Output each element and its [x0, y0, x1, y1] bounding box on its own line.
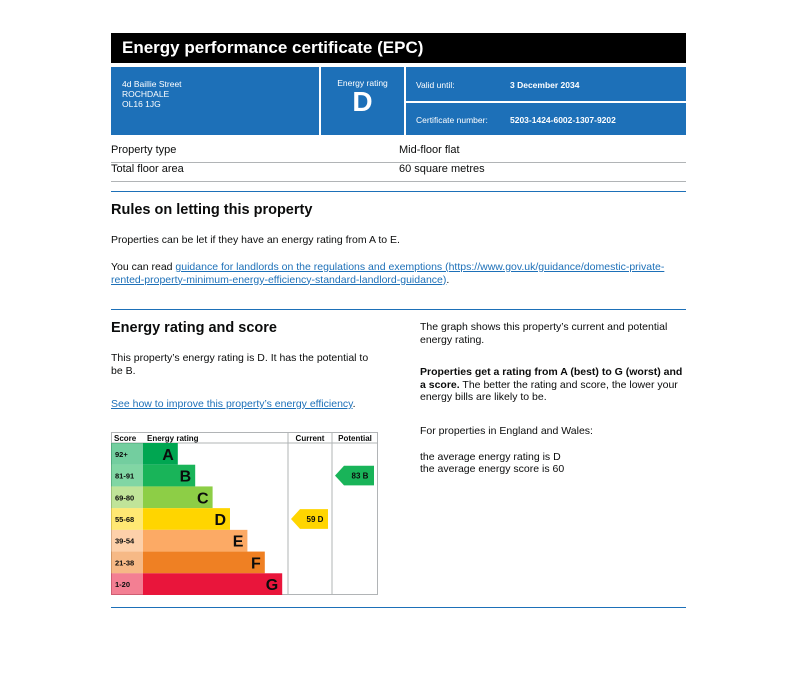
band-score-label: 39-54: [115, 536, 135, 546]
band-score-label: 81-91: [115, 471, 135, 481]
certificate-panel: [406, 103, 686, 135]
landlord-guidance-link[interactable]: guidance for landlords on the regulations and exemptions (https://www.gov.uk/guidance/domestic-private-rented-property-minimum-energy-efficiency-standard-landlord-guidance): [111, 261, 665, 286]
property-type-value: Mid-floor flat: [399, 144, 460, 156]
certificate-number-value: 5203-1424-6002-1307-9202: [510, 115, 616, 125]
band-score-label: 55-68: [115, 515, 135, 524]
valid-until-panel: [406, 67, 686, 101]
band-letter: D: [214, 512, 226, 529]
energy-rating-chart: [111, 432, 378, 595]
score-heading: Energy rating and score: [111, 320, 277, 336]
band-score-label: 69-80: [115, 493, 135, 503]
address-line-2: ROCHDALE: [122, 89, 170, 99]
band-score-label: 21-38: [115, 558, 135, 568]
letting-paragraph: Properties can be let if they have an energy rating from A to E.: [111, 234, 400, 246]
band-letter: F: [251, 555, 261, 573]
improve-efficiency-link[interactable]: See how to improve this property’s energy efficiency: [111, 398, 353, 410]
address-line-3: OL16 1JG: [122, 99, 161, 109]
energy-rating-panel: [321, 67, 404, 135]
rating-explanation: [420, 366, 686, 404]
band-bar-g: [143, 573, 282, 595]
guidance-prefix: You can read: [111, 261, 176, 273]
address-panel: [111, 67, 319, 135]
header-potential: Potential: [338, 434, 372, 443]
improve-paragraph: [111, 398, 401, 411]
letting-heading: Rules on letting this property: [111, 202, 313, 218]
letting-guidance-paragraph: [111, 261, 686, 286]
energy-rating-chart-svg: [111, 432, 378, 595]
floor-area-label: Total floor area: [111, 163, 184, 175]
header-energy-rating: Energy rating: [147, 434, 199, 443]
property-type-row: [111, 144, 686, 163]
energy-rating-label: Energy rating: [337, 78, 388, 88]
section-divider: [111, 607, 686, 608]
header-score: Score: [114, 434, 137, 443]
section-divider: [111, 309, 686, 310]
band-score-label: 1-20: [115, 580, 131, 590]
energy-rating-letter: D: [352, 86, 373, 117]
page-title: Energy performance certificate (EPC): [111, 33, 686, 63]
england-wales-note: For properties in England and Wales:: [420, 425, 593, 437]
rating-explanation-rest: The better the rating and score, the lower your energy bills are likely to be.: [420, 378, 678, 403]
floor-area-row: [111, 163, 686, 182]
current-rating-label: 59 D: [306, 515, 324, 524]
graph-explanation: The graph shows this property’s current and potential energy rating.: [420, 321, 668, 346]
potential-rating-label: 83 B: [351, 471, 369, 481]
header-current: Current: [295, 434, 325, 443]
floor-area-value: 60 square metres: [399, 163, 485, 175]
band-bar-f: [143, 552, 265, 574]
section-divider: [111, 191, 686, 192]
improve-suffix: .: [352, 398, 356, 410]
rating-explanation-bold: Properties get a rating from A (best) to G (worst) and a score.: [420, 366, 683, 391]
band-letter: B: [179, 468, 192, 486]
address-line-1: 4d Baillie Street: [122, 79, 182, 89]
band-letter: G: [265, 577, 279, 595]
valid-until-label: Valid until:: [416, 80, 455, 90]
band-letter: A: [162, 446, 174, 464]
guidance-suffix: .: [446, 273, 450, 286]
band-score-label: 92+: [115, 449, 128, 459]
average-rating: the average energy rating is D: [420, 451, 561, 463]
band-letter: E: [232, 533, 244, 551]
property-type-label: Property type: [111, 144, 177, 156]
average-score: the average energy score is 60: [420, 463, 565, 475]
band-letter: C: [197, 490, 209, 508]
valid-until-value: 3 December 2034: [510, 80, 580, 90]
rating-summary: This property’s energy rating is D. It has the potential to be B.: [111, 352, 369, 377]
certificate-number-label: Certificate number:: [416, 115, 488, 125]
